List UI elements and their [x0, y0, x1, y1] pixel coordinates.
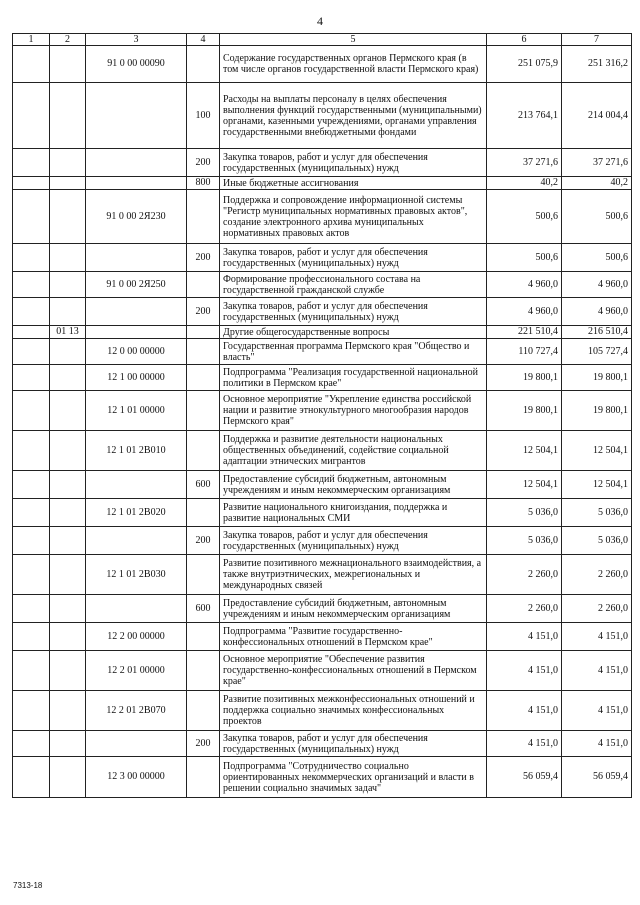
cell-c1: [13, 177, 50, 190]
cell-c2: [50, 177, 86, 190]
cell-c4: [187, 391, 220, 431]
cell-c5: Другие общегосударственные вопросы: [220, 326, 487, 339]
cell-c4: 200: [187, 149, 220, 177]
table-row: [13, 595, 632, 623]
table-row: [13, 555, 632, 595]
cell-c5: Развитие позитивных межконфессиональных отношений и поддержка социально значимых конфессиональных проектов: [220, 691, 487, 731]
cell-c6: 4 151,0: [487, 691, 562, 731]
page-number: 4: [317, 14, 323, 28]
document-code: 7313-18: [13, 881, 43, 890]
cell-c1: [13, 46, 50, 83]
cell-c5: Закупка товаров, работ и услуг для обеспечения государственных (муниципальных) нужд: [220, 298, 487, 326]
cell-c6: 4 151,0: [487, 731, 562, 757]
cell-c3: 12 3 00 00000: [86, 757, 187, 798]
cell-c6: 40,2: [487, 177, 562, 190]
cell-c1: [13, 623, 50, 651]
table-row: [13, 149, 632, 177]
cell-c6: 2 260,0: [487, 595, 562, 623]
cell-c1: [13, 731, 50, 757]
cell-c2: [50, 46, 86, 83]
cell-c1: [13, 272, 50, 298]
cell-c7: 500,6: [562, 190, 632, 244]
cell-c4: [187, 691, 220, 731]
cell-c1: [13, 365, 50, 391]
cell-c3: [86, 471, 187, 499]
cell-c6: 5 036,0: [487, 499, 562, 527]
cell-c2: [50, 651, 86, 691]
cell-c2: [50, 244, 86, 272]
cell-c5: Подпрограмма "Реализация государственной национальной политики в Пермском крае": [220, 365, 487, 391]
table-row: [13, 623, 632, 651]
table-row: [13, 272, 632, 298]
table-body: [13, 46, 632, 798]
cell-c5: Закупка товаров, работ и услуг для обеспечения государственных (муниципальных) нужд: [220, 731, 487, 757]
cell-c3: [86, 731, 187, 757]
table-row: [13, 83, 632, 149]
cell-c6: 500,6: [487, 190, 562, 244]
cell-c6: 221 510,4: [487, 326, 562, 339]
cell-c6: 12 504,1: [487, 431, 562, 471]
cell-c5: Предоставление субсидий бюджетным, автономным учреждениям и иным некоммерческим организациям: [220, 595, 487, 623]
budget-table: [12, 33, 632, 798]
cell-c1: [13, 595, 50, 623]
cell-c5: Подпрограмма "Сотрудничество социально ориентированных некоммерческих организаций и власти в решении социально значимых задач": [220, 757, 487, 798]
table-row: [13, 731, 632, 757]
column-header-4: 4: [187, 34, 220, 46]
cell-c4: [187, 46, 220, 83]
cell-c5: Основное мероприятие "Укрепление единства российской нации и развитие этнокультурного многообразия народов Пермского края": [220, 391, 487, 431]
cell-c4: [187, 272, 220, 298]
cell-c1: [13, 391, 50, 431]
cell-c3: 12 1 00 00000: [86, 365, 187, 391]
cell-c7: 4 960,0: [562, 298, 632, 326]
cell-c3: 91 0 00 2Я250: [86, 272, 187, 298]
cell-c5: Государственная программа Пермского края "Общество и власть": [220, 339, 487, 365]
cell-c5: Формирование профессионального состава на государственной гражданской службе: [220, 272, 487, 298]
cell-c1: [13, 244, 50, 272]
table-row: [13, 471, 632, 499]
table-row: [13, 46, 632, 83]
cell-c1: [13, 149, 50, 177]
column-header-3: 3: [86, 34, 187, 46]
table-row: [13, 298, 632, 326]
table-row: [13, 757, 632, 798]
cell-c6: 2 260,0: [487, 555, 562, 595]
cell-c1: [13, 691, 50, 731]
cell-c6: 4 151,0: [487, 651, 562, 691]
cell-c2: [50, 595, 86, 623]
cell-c3: 91 0 00 00090: [86, 46, 187, 83]
cell-c7: 19 800,1: [562, 365, 632, 391]
cell-c6: 5 036,0: [487, 527, 562, 555]
cell-c4: [187, 555, 220, 595]
cell-c1: [13, 339, 50, 365]
cell-c3: 12 2 01 00000: [86, 651, 187, 691]
cell-c2: [50, 499, 86, 527]
cell-c7: 105 727,4: [562, 339, 632, 365]
cell-c4: [187, 757, 220, 798]
cell-c2: [50, 731, 86, 757]
cell-c6: 12 504,1: [487, 471, 562, 499]
cell-c2: [50, 555, 86, 595]
cell-c7: 5 036,0: [562, 499, 632, 527]
cell-c3: 12 1 01 2В010: [86, 431, 187, 471]
cell-c3: [86, 244, 187, 272]
cell-c6: 4 960,0: [487, 272, 562, 298]
cell-c2: [50, 272, 86, 298]
cell-c3: [86, 298, 187, 326]
cell-c5: Подпрограмма "Развитие государственно-конфессиональных отношений в Пермском крае": [220, 623, 487, 651]
cell-c1: [13, 431, 50, 471]
cell-c7: 37 271,6: [562, 149, 632, 177]
cell-c4: 200: [187, 527, 220, 555]
cell-c5: Иные бюджетные ассигнования: [220, 177, 487, 190]
cell-c5: Поддержка и сопровождение информационной системы "Регистр муниципальных нормативных правовых актов", создание электронного архива муниципальных нормативных правовых актов: [220, 190, 487, 244]
cell-c4: 200: [187, 731, 220, 757]
cell-c4: [187, 326, 220, 339]
cell-c4: [187, 190, 220, 244]
cell-c3: 12 2 01 2В070: [86, 691, 187, 731]
cell-c4: [187, 651, 220, 691]
cell-c3: [86, 83, 187, 149]
cell-c7: 40,2: [562, 177, 632, 190]
cell-c4: 800: [187, 177, 220, 190]
cell-c4: 600: [187, 471, 220, 499]
table-row: [13, 499, 632, 527]
cell-c1: [13, 527, 50, 555]
cell-c2: [50, 339, 86, 365]
table-row: [13, 339, 632, 365]
cell-c7: 216 510,4: [562, 326, 632, 339]
cell-c7: 251 316,2: [562, 46, 632, 83]
cell-c6: 213 764,1: [487, 83, 562, 149]
cell-c5: Основное мероприятие "Обеспечение развития государственно-конфессиональных отношений в Пермском крае": [220, 651, 487, 691]
cell-c5: Предоставление субсидий бюджетным, автономным учреждениям и иным некоммерческим организациям: [220, 471, 487, 499]
cell-c1: [13, 757, 50, 798]
cell-c2: [50, 527, 86, 555]
cell-c1: [13, 471, 50, 499]
cell-c6: 56 059,4: [487, 757, 562, 798]
cell-c2: [50, 83, 86, 149]
cell-c7: 4 151,0: [562, 651, 632, 691]
cell-c3: 12 0 00 00000: [86, 339, 187, 365]
cell-c6: 19 800,1: [487, 365, 562, 391]
cell-c7: 2 260,0: [562, 595, 632, 623]
cell-c4: [187, 431, 220, 471]
column-header-2: 2: [50, 34, 86, 46]
cell-c5: Закупка товаров, работ и услуг для обеспечения государственных (муниципальных) нужд: [220, 527, 487, 555]
cell-c7: 5 036,0: [562, 527, 632, 555]
table-row: [13, 391, 632, 431]
cell-c1: [13, 651, 50, 691]
cell-c7: 4 151,0: [562, 623, 632, 651]
cell-c6: 110 727,4: [487, 339, 562, 365]
cell-c3: [86, 177, 187, 190]
table-row: [13, 691, 632, 731]
cell-c2: [50, 431, 86, 471]
cell-c2: [50, 757, 86, 798]
cell-c2: [50, 391, 86, 431]
cell-c4: 600: [187, 595, 220, 623]
table-row: [13, 651, 632, 691]
header-row: [13, 34, 632, 46]
table-row: [13, 244, 632, 272]
cell-c7: 214 004,4: [562, 83, 632, 149]
cell-c5: Развитие позитивного межнационального взаимодействия, а также внутриэтнических, межрегиональных и международных связей: [220, 555, 487, 595]
cell-c3: 12 1 01 2В020: [86, 499, 187, 527]
cell-c7: 12 504,1: [562, 471, 632, 499]
cell-c6: 19 800,1: [487, 391, 562, 431]
cell-c4: [187, 365, 220, 391]
table-row: [13, 190, 632, 244]
cell-c2: 01 13: [50, 326, 86, 339]
cell-c2: [50, 149, 86, 177]
table-row: [13, 527, 632, 555]
cell-c1: [13, 555, 50, 595]
cell-c7: 2 260,0: [562, 555, 632, 595]
column-header-1: 1: [13, 34, 50, 46]
cell-c2: [50, 190, 86, 244]
cell-c7: 4 960,0: [562, 272, 632, 298]
cell-c3: [86, 326, 187, 339]
cell-c2: [50, 365, 86, 391]
cell-c6: 4 960,0: [487, 298, 562, 326]
table-row: [13, 365, 632, 391]
cell-c5: Содержание государственных органов Пермского края (в том числе органов государственной власти Пермского края): [220, 46, 487, 83]
cell-c5: Закупка товаров, работ и услуг для обеспечения государственных (муниципальных) нужд: [220, 244, 487, 272]
cell-c1: [13, 83, 50, 149]
table-row: [13, 177, 632, 190]
cell-c4: 100: [187, 83, 220, 149]
cell-c3: [86, 595, 187, 623]
table-row: [13, 431, 632, 471]
cell-c6: 4 151,0: [487, 623, 562, 651]
cell-c7: 4 151,0: [562, 691, 632, 731]
cell-c2: [50, 623, 86, 651]
cell-c6: 500,6: [487, 244, 562, 272]
cell-c5: Закупка товаров, работ и услуг для обеспечения государственных (муниципальных) нужд: [220, 149, 487, 177]
cell-c4: [187, 623, 220, 651]
column-header-5: 5: [220, 34, 487, 46]
cell-c6: 251 075,9: [487, 46, 562, 83]
cell-c4: [187, 499, 220, 527]
cell-c1: [13, 190, 50, 244]
cell-c1: [13, 326, 50, 339]
cell-c6: 37 271,6: [487, 149, 562, 177]
cell-c7: 12 504,1: [562, 431, 632, 471]
table-row: [13, 326, 632, 339]
column-header-7: 7: [562, 34, 632, 46]
cell-c7: 19 800,1: [562, 391, 632, 431]
cell-c1: [13, 499, 50, 527]
cell-c3: [86, 149, 187, 177]
cell-c5: Поддержка и развитие деятельности национальных общественных объединений, содействие социальной адаптации этнических мигрантов: [220, 431, 487, 471]
cell-c7: 56 059,4: [562, 757, 632, 798]
cell-c2: [50, 691, 86, 731]
cell-c3: [86, 527, 187, 555]
cell-c3: 12 1 01 2В030: [86, 555, 187, 595]
cell-c7: 4 151,0: [562, 731, 632, 757]
cell-c7: 500,6: [562, 244, 632, 272]
cell-c3: 12 1 01 00000: [86, 391, 187, 431]
column-header-6: 6: [487, 34, 562, 46]
cell-c5: Расходы на выплаты персоналу в целях обеспечения выполнения функций государственными (муниципальными) органами, казенными учреждениями, органами управления государственными внебюджетными фондами: [220, 83, 487, 149]
cell-c4: [187, 339, 220, 365]
cell-c3: 91 0 00 2Я230: [86, 190, 187, 244]
cell-c4: 200: [187, 298, 220, 326]
cell-c3: 12 2 00 00000: [86, 623, 187, 651]
cell-c4: 200: [187, 244, 220, 272]
cell-c1: [13, 298, 50, 326]
cell-c5: Развитие национального книгоиздания, поддержка и развитие национальных СМИ: [220, 499, 487, 527]
cell-c2: [50, 471, 86, 499]
cell-c2: [50, 298, 86, 326]
